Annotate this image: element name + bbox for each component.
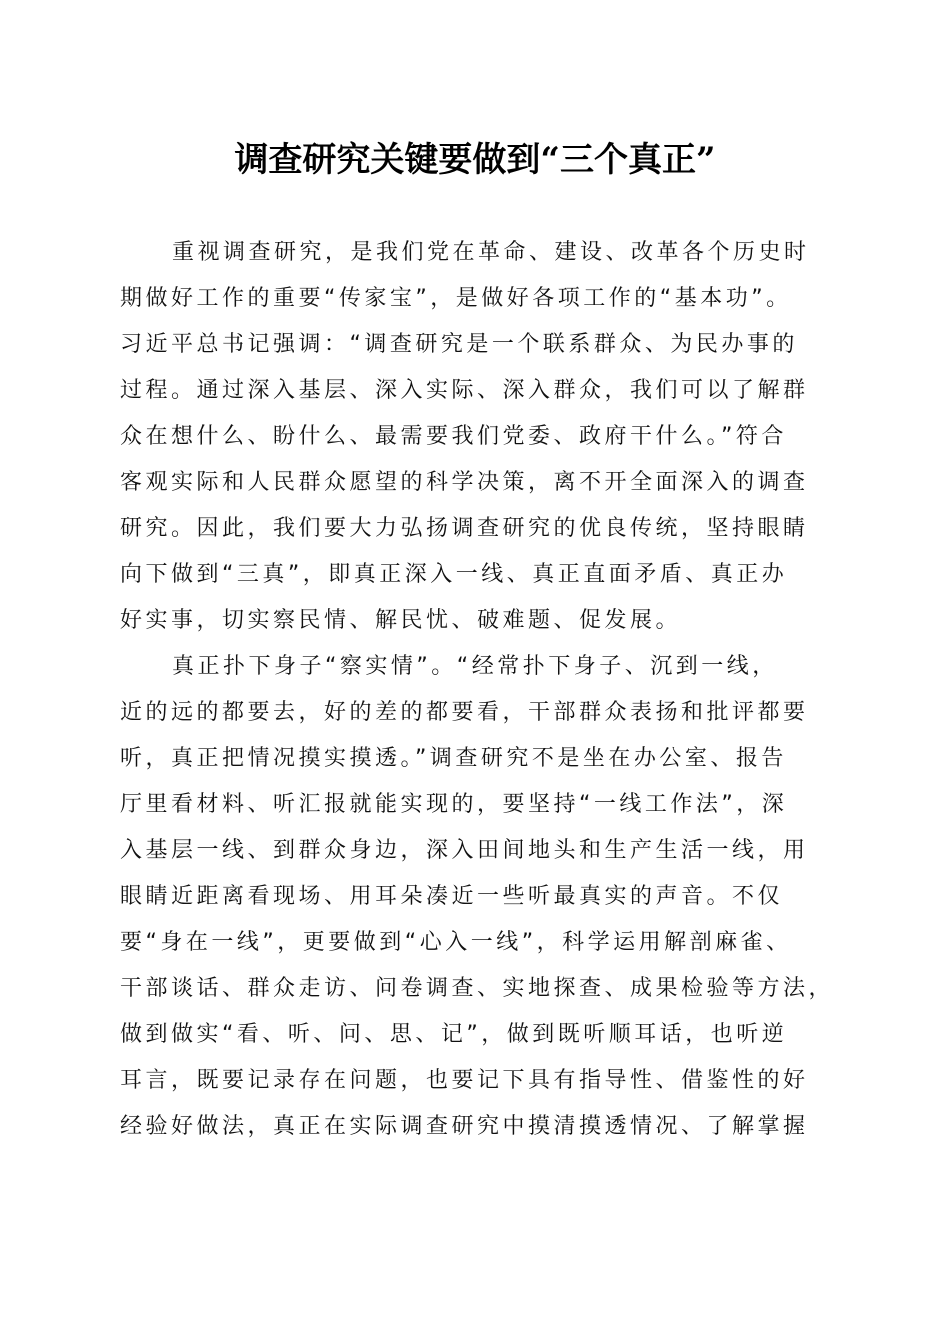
paragraph-line: 入基层一线、到群众身边，深入田间地头和生产生活一线，用	[120, 838, 809, 863]
paragraph-line: 好实事，切实察民情、解民忧、破难题、促发展。	[120, 608, 682, 633]
document-title: 调查研究关键要做到“三个真正”	[234, 140, 716, 180]
paragraph-line: 耳言，既要记录存在问题，也要记下具有指导性、借鉴性的好	[120, 1068, 809, 1093]
paragraph-line: 研究。因此，我们要大力弘扬调查研究的优良传统，坚持眼睛	[120, 516, 809, 541]
paragraph-line: 习近平总书记强调：“调查研究是一个联系群众、为民办事的	[120, 332, 798, 357]
paragraph-line: 期做好工作的重要“传家宝”，是做好各项工作的“基本功”。	[120, 286, 792, 311]
paragraph-line: 众在想什么、盼什么、最需要我们党委、政府干什么。”符合	[120, 424, 787, 449]
paragraph-line: 近的远的都要去，好的差的都要看，干部群众表扬和批评都要	[120, 700, 809, 725]
paragraph-line: 要“身在一线”，更要做到“心入一线”，科学运用解剖麻雀、	[120, 930, 792, 955]
paragraph-line: 向下做到“三真”，即真正深入一线、真正直面矛盾、真正办	[120, 562, 788, 587]
paragraph-line: 眼睛近距离看现场、用耳朵凑近一些听最真实的声音。不仅	[120, 884, 784, 909]
document-body	[120, 230, 834, 1150]
paragraph-line: 听，真正把情况摸实摸透。”调查研究不是坐在办公室、报告	[120, 746, 787, 771]
paragraph-line: 真正扑下身子“察实情”。“经常扑下身子、沉到一线，	[172, 654, 778, 679]
paragraph-line: 经验好做法，真正在实际调查研究中摸清摸透情况、了解掌握	[120, 1114, 809, 1139]
paragraph-line: 干部谈话、群众走访、问卷调查、实地探查、成果检验等方法，	[120, 976, 834, 1001]
paragraph-line: 过程。通过深入基层、深入实际、深入群众，我们可以了解群	[120, 378, 809, 403]
paragraph-line: 客观实际和人民群众愿望的科学决策，离不开全面深入的调查	[120, 470, 809, 495]
paragraph-line: 厅里看材料、听汇报就能实现的，要坚持“一线工作法”，深	[120, 792, 788, 817]
paragraph-line: 做到做实“看、听、问、思、记”，做到既听顺耳话，也听逆	[120, 1022, 788, 1047]
paragraph-line: 重视调查研究，是我们党在革命、建设、改革各个历史时	[172, 240, 810, 265]
